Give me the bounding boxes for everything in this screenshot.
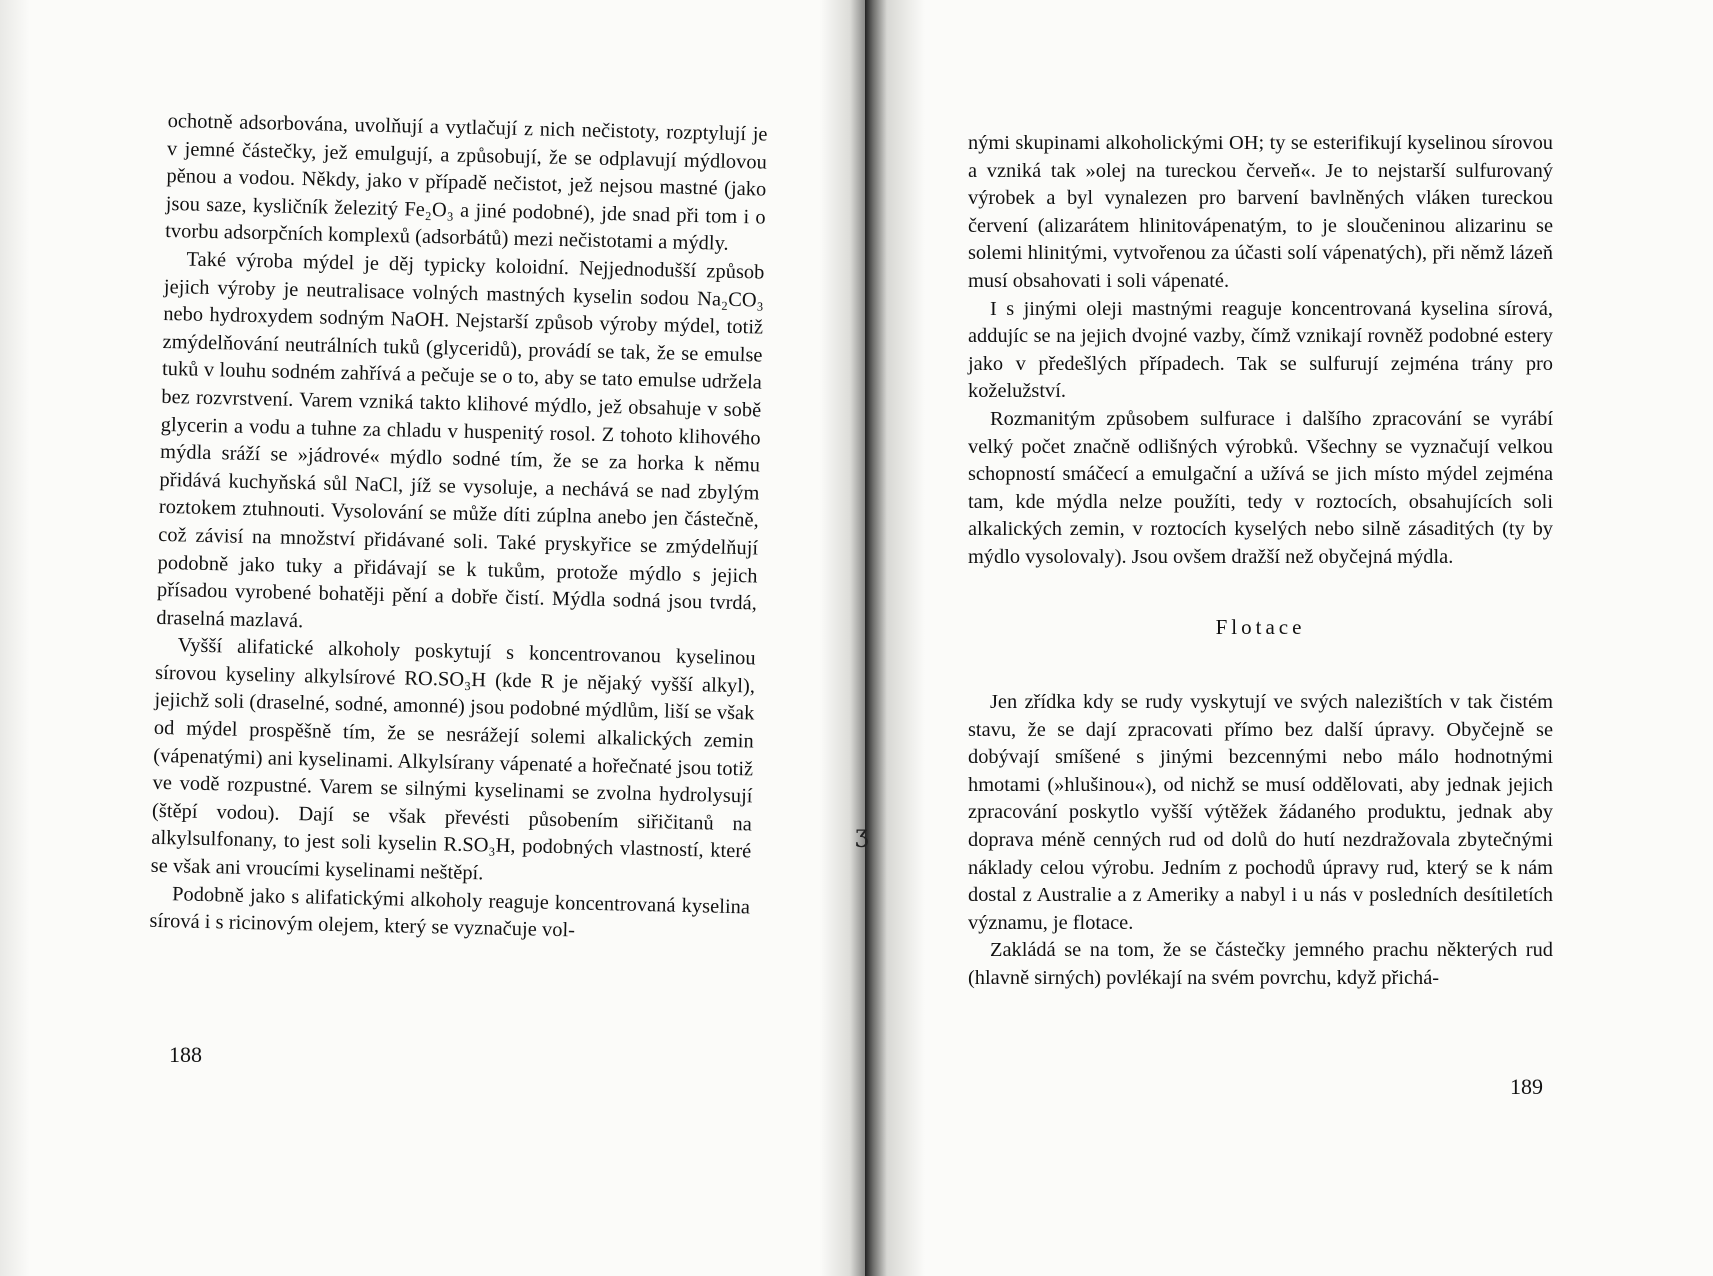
page-number-right: 189 bbox=[1510, 1074, 1543, 1099]
gutter-mark: ʒ bbox=[855, 820, 869, 848]
paragraph: nými skupinami alkoholickými OH; ty se esterifikují kyselinou sírovou a vzniká tak »olej na tureckou červeň«. Je to nejstarší sulfurovaný výrobek a byl vynalezen pro barvení bavlněných vláken tureckou červení (alizarátem hlinitovápenatým, to je sloučeninou alizarinu se solemi hlinitými, vytvořenou za účasti solí vápenatých), při němž lázeň musí obsahovati i soli vápenaté. bbox=[968, 132, 1553, 292]
paragraph: Jen zřídka kdy se rudy vyskytují ve svých nalezištích v tak čistém stavu, že se dají zpracovati přímo bez další úpravy. Obyčejně se dobývají smíšené s jinými bezcennými nebo málo hodnotnými hmotami (»hlušinou«), od nichž se musí oddělovati, aby jednak jejich zpracování poskytlo vyšší výtěžek žádaného produktu, jednak aby doprava méně cenných rud od dolů do hutí nezdražovala zbytečnými náklady celou výrobu. Jedním z pochodů úpravy rud, který se k nám dostal z Australie a z Ameriky a nabyl i u nás v posledních desítiletích významu, je flotace. bbox=[968, 691, 1553, 934]
paragraph: ochotně adsorbována, uvolňují a vytlačují z nich nečistoty, rozptylují je v jemné částečky, jež emulgují, a způsobují, že se odplavují mýdlovou pěnou a vodou. Někdy, jako v případě nečistot, jež nejsou mastné (jako jsou saze, kysličník železitý Fe₂O₃ a jiné podobné), jde snad při tom i o tvorbu adsorpčních komplexů (adsorbátů) mezi nečistotami a mýdly. bbox=[164, 109, 768, 256]
paragraph: I s jinými oleji mastnými reaguje koncentrovaná kyselina sírová, addujíc se na jejich dvojné vazby, čímž vznikají rovněž podobné estery jako v předešlých případech. Tak se sulfurují zejména trány pro koželužství. bbox=[968, 297, 1553, 403]
left-page-text bbox=[149, 108, 768, 949]
right-page-text bbox=[968, 130, 1553, 993]
paragraph: Vyšší alifatické alkoholy poskytují s koncentrovanou kyselinou sírovou kyseliny alkylsírové RO.SO₃H (kde R je nějaký vyšší alkyl), jejichž soli (draselné, sodné, amonné) jsou podobné mýdlům, liší se však od mýdel prospěšně tím, že se nesrážejí solemi alkalických zemin (vápenatými) ani kyselinami. Alkylsírany vápenaté a hořečnaté jsou totiž ve vodě rozpustné. Varem se silnými kyselinami se zvolna hydrolysují (štěpí vodou). Dají se však převésti působením siřičitanů na alkylsulfonany, to jest soli kyselin R.SO₃H, podobných vlastností, které se však ani vroucími kyselinami neštěpí. bbox=[150, 634, 756, 885]
paragraph: Zakládá se na tom, že se částečky jemného prachu některých rud (hlavně sirných) povlékají na svém povrchu, když přichá- bbox=[968, 939, 1553, 990]
section-heading: Flotace bbox=[1215, 614, 1306, 639]
paragraph: Podobně jako s alifatickými alkoholy reaguje koncentrovaná kyselina sírová i s ricinovým olejem, který se vyznačuje vol- bbox=[149, 882, 751, 942]
paragraph: Také výroba mýdel je děj typicky koloidní. Nejjednodušší způsob jejich výroby je neutralisace volných mastných kyselin sodou Na₂CO₃ nebo hydroxydem sodným NaOH. Nejstarší způsob výroby mýdel, totiž zmýdelňování neutrálních tuků (glyceridů), provádí se tak, že se emulse tuků v louhu sodném zahřívá a pečuje se o to, aby se tato emulse udržela bez rozvrstvení. Varem vzniká takto klihové mýdlo, jež obsahuje v sobě glycerin a vodu a tuhne za chladu v huspenitý rosol. Z tohoto klihového mýdla sráží se »jádrové« mýdlo sodné tím, že se za horka k němu přidává kuchyňská sůl NaCl, jíž se vysoluje, a nechává se nad zbylým roztokem ztuhnouti. Vysolování se může díti zúplna anebo jen částečně, což závisí na množství přidávané soli. Také pryskyřice se zmýdelňují podobně jako tuky a přidávají se k tukům, protože mýdlo s jejich přísadou vyrobené bohatěji pění a dobře čistí. Mýdla sodná jsou tvrdá, draselná mazlavá. bbox=[156, 248, 765, 632]
page-number-left: 188 bbox=[169, 1042, 202, 1067]
paragraph: Rozmanitým způsobem sulfurace i dalšího zpracování se vyrábí velký počet značně odlišných výrobků. Všechny se vyznačují velkou schopností smáčecí a emulgační a užívá se jich místo mýdel zejména tam, kde mýdla nelze použíti, tedy v roztocích, obsahujících soli alkalických zemin, v roztocích kyselých nebo silně zásaditých (ty by mýdlo vysolovaly). Jsou ovšem dražší než obyčejná mýdla. bbox=[968, 407, 1553, 568]
